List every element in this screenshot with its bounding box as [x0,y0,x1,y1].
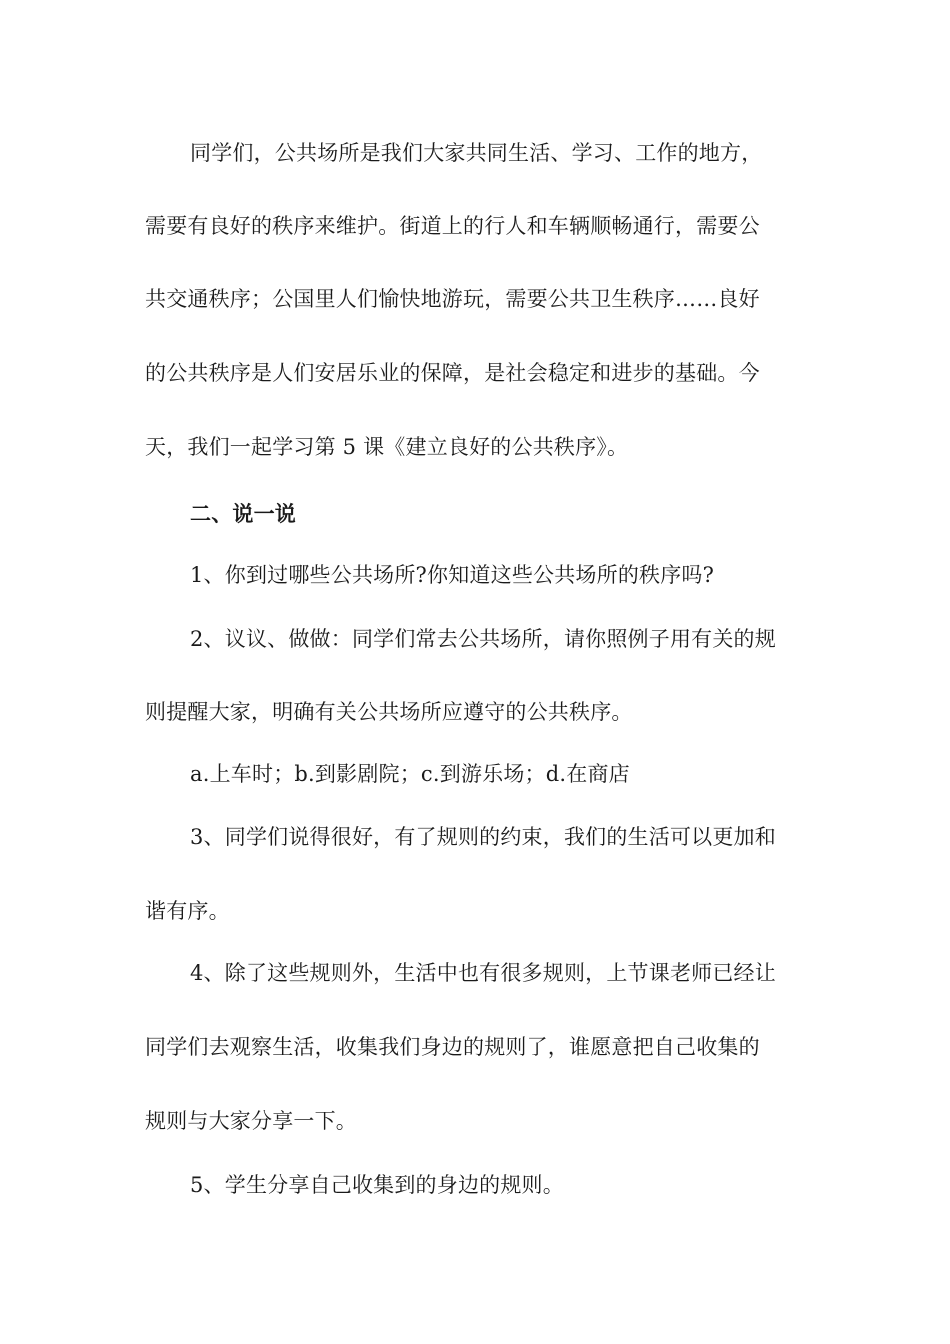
section-heading: 二、说一说 [190,501,296,526]
item-2-line-2: 则提醒大家，明确有关公共场所应遵守的公共秩序。 [145,700,633,724]
item-2-line-1: 2、议议、做做：同学们常去公共场所，请你照例子用有关的规 [190,627,776,651]
item-3-line-1: 3、同学们说得很好，有了规则的约束，我们的生活可以更加和 [190,825,776,849]
item-3-line-2: 谐有序。 [145,899,230,923]
intro-line-3: 共交通秩序；公国里人们愉快地游玩，需要公共卫生秩序……良好 [145,287,760,311]
item-4-line-3: 规则与大家分享一下。 [145,1109,357,1133]
intro-line-5: 天，我们一起学习第 5 课《建立良好的公共秩序》。 [145,435,629,459]
intro-line-1: 同学们，公共场所是我们大家共同生活、学习、工作的地方， [190,141,763,165]
options-line: a.上车时；b.到影剧院；c.到游乐场；d.在商店 [190,762,630,786]
item-1: 1、你到过哪些公共场所?你知道这些公共场所的秩序吗? [190,563,715,587]
item-4-line-1: 4、除了这些规则外，生活中也有很多规则，上节课老师已经让 [190,961,776,985]
intro-line-4: 的公共秩序是人们安居乐业的保障，是社会稳定和进步的基础。今 [145,361,760,385]
item-4-line-2: 同学们去观察生活，收集我们身边的规则了，谁愿意把自己收集的 [145,1035,760,1059]
intro-line-2: 需要有良好的秩序来维护。街道上的行人和车辆顺畅通行，需要公 [145,214,760,238]
item-5: 5、学生分享自己收集到的身边的规则。 [190,1173,564,1197]
